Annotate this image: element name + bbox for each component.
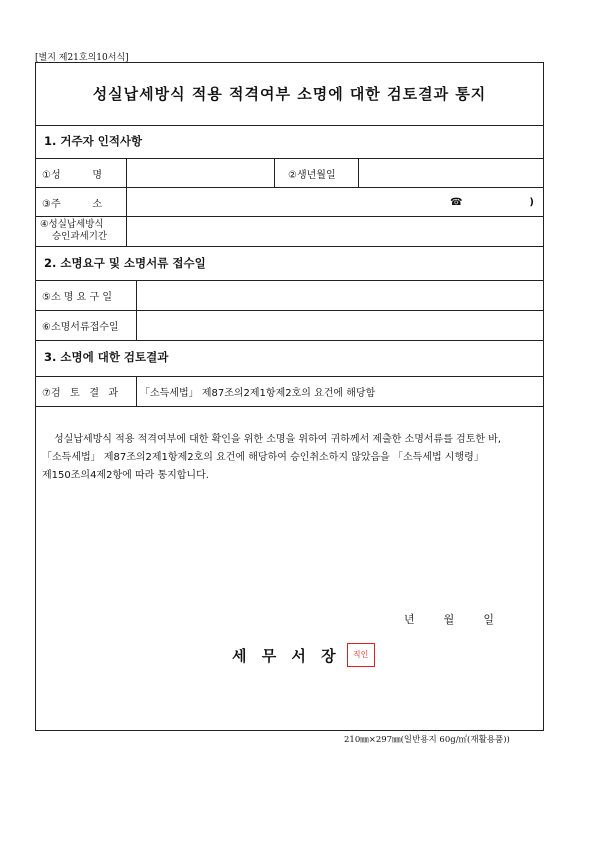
divider	[136, 376, 137, 406]
notice-text: 성실납세방식 적용 적격여부에 대한 확인을 위한 소명을 위하여 귀하께서 제출한 소명서류를 검토한 바, 「소득세법」 제87조의2제1항제2호의 요건에 해당하여 승인취소하지 않았음을 「소득세법 시행령」 제150조의4제2항에 따라 통지합니다.	[42, 434, 502, 481]
name-field[interactable]	[127, 159, 274, 187]
receipt-date-field[interactable]	[137, 311, 539, 340]
period-label-line2: 승인과세기간	[52, 231, 108, 242]
seal-stamp: 직인	[347, 643, 375, 667]
date-line	[404, 611, 494, 627]
section1-heading: 1. 거주자 인적사항	[44, 134, 143, 148]
form-frame	[35, 62, 544, 731]
phone-area	[450, 188, 534, 216]
paper-spec: 210㎜×297㎜(일반용지 60g/㎡(재활용품))	[344, 735, 510, 745]
section2-heading: 2. 소명요구 및 소명서류 접수일	[44, 256, 206, 270]
birth-field[interactable]	[359, 159, 539, 187]
receipt-date-label: ⑥소명서류접수일	[42, 322, 119, 333]
divider	[274, 158, 275, 187]
period-label-line1: ④성실납세방식	[40, 219, 104, 230]
official-title: 세 무 서 장	[232, 646, 341, 665]
request-date-field[interactable]	[137, 281, 539, 310]
period-field[interactable]	[127, 217, 539, 245]
date-day: 일	[483, 613, 494, 626]
section3-heading: 3. 소명에 대한 검토결과	[44, 350, 169, 364]
name-label: ①성 명	[42, 169, 103, 181]
divider	[36, 125, 543, 126]
divider	[36, 340, 543, 341]
address-label: ③주 소	[42, 198, 103, 210]
divider	[36, 406, 543, 407]
official-signature	[232, 643, 375, 667]
phone-icon: ☎	[450, 196, 463, 208]
birth-label: ②생년월일	[288, 169, 336, 181]
form-title: 성실납세방식 적용 적격여부 소명에 대한 검토결과 통지	[92, 85, 487, 103]
period-label	[40, 217, 124, 245]
result-label: ⑦검 토 결 과	[42, 388, 119, 399]
date-month: 월	[443, 613, 455, 626]
divider	[36, 246, 543, 247]
result-value: 「소득세법」 제87조의2제1항제2호의 요건에 해당함	[140, 388, 376, 399]
form-number-label: [별지 제21호의10서식]	[35, 53, 129, 63]
request-date-label: ⑤소 명 요 구 일	[42, 292, 112, 303]
date-year: 년	[404, 613, 415, 626]
phone-close-paren: )	[529, 196, 534, 208]
